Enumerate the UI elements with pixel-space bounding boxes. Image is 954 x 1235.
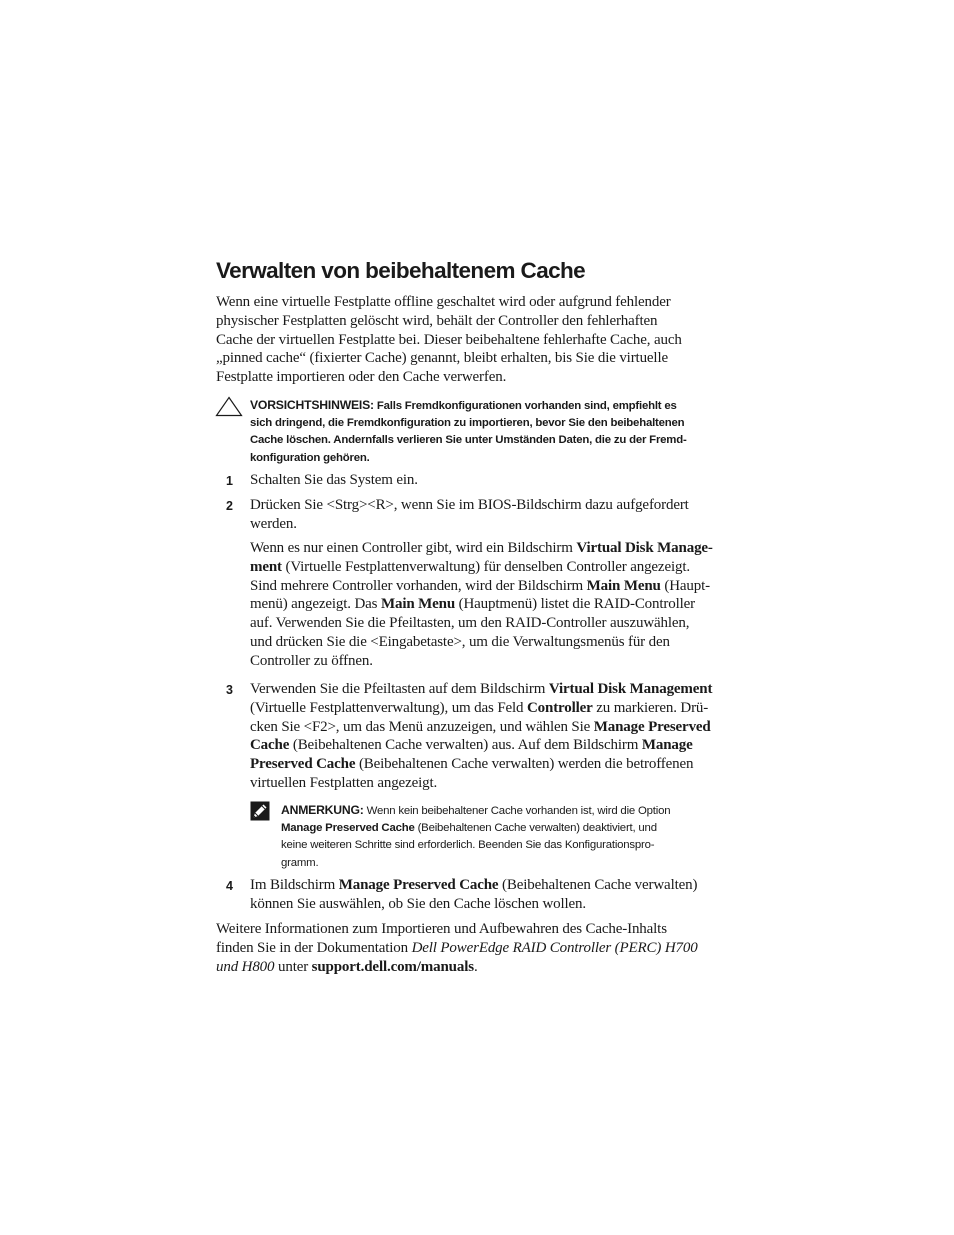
ui-term: Virtual Disk Management [548,681,713,697]
intro-line: „pinned cache“ (fixierter Cache) genannt, bleibt erhalten, bis Sie die virtuelle [216,350,668,367]
step-line [250,736,712,755]
caution-notice [250,397,687,467]
caution-triangle-icon [215,396,243,417]
outro-line [216,958,698,977]
caution-text: Falls Fremdkonfigurationen vorhanden sind, empfiehlt es [376,400,677,412]
ui-term: Manage Preserved Cache [338,877,499,893]
intro-line: Wenn eine virtuelle Festplatte offline geschaltet wird oder aufgrund fehlender [216,294,671,310]
caution-label: VORSICHTSHINWEIS: [250,398,374,412]
outro-line [216,939,698,958]
text-run: (Haupt- [660,577,710,594]
step-line [250,680,712,699]
ui-term: Manage Preserved [593,718,711,735]
caution-line: sich dringend, die Fremdkonfiguration zu importieren, bevor Sie den beibehaltenen [250,417,685,430]
ui-term: Cache [250,737,290,754]
outro-paragraph [216,920,698,976]
note-line [281,820,670,837]
ui-term: Preserved Cache [250,756,356,773]
text-run: (Beibehaltenen Cache verwalten) deaktiviert, und [414,822,657,835]
outro-line: Weitere Informationen zum Importieren und Aufbewahren des Cache-Inhalts [216,921,667,937]
note-line [281,802,670,820]
step-line: können Sie auswählen, ob Sie den Cache löschen wollen. [250,895,586,912]
ui-term: Controller [526,699,593,716]
step-line [250,699,712,718]
step-line [250,755,712,774]
ui-term: Virtual Disk Manage- [576,540,713,556]
text-run: Verwenden Sie die Pfeiltasten auf dem Bildschirm [250,681,549,697]
text-run: Wenn kein beibehaltener Cache vorhanden ist, wird die Option [363,805,671,817]
step-text [250,496,689,534]
step-detail-line: auf. Verwenden Sie die Pfeiltasten, um den RAID-Controller auszuwählen, [250,615,690,632]
caution-line [250,397,687,415]
text-run: (Beibehaltenen Cache verwalten) [498,877,698,893]
ui-term: Manage Preserved Cache [281,822,415,835]
step-line: werden. [250,515,297,532]
step-detail-line [250,595,713,614]
note-pencil-icon [250,801,270,821]
step-detail-line [250,558,713,577]
document-title: und H800 [216,958,275,975]
note-line: gramm. [281,856,319,869]
text-run: (Beibehaltenen Cache verwalten) aus. Auf dem Bildschirm [289,737,642,754]
text-run: unter [274,958,312,975]
text-run: (Virtuelle Festplattenverwaltung), um das Feld [250,699,527,716]
step-detail-line [250,539,713,558]
ui-term: Manage [641,737,693,754]
text-run: (Hauptmenü) listet die RAID-Controller [455,596,695,613]
intro-line: Cache der virtuellen Festplatte bei. Dieser beibehaltene fehlerhafte Cache, auch [216,331,682,348]
step-line: virtuellen Festplatten angezeigt. [250,774,438,791]
document-title: Dell PowerEdge RAID Controller (PERC) H700 [411,939,698,956]
ui-term: Main Menu [380,596,456,613]
step-line: Drücken Sie <Strg><R>, wenn Sie im BIOS-Bildschirm dazu aufgefordert [250,497,689,513]
caution-line: Cache löschen. Andernfalls verlieren Sie unter Umständen Daten, die zu der Fremd- [250,434,687,447]
caution-line: konfiguration gehören. [250,451,370,464]
ui-term: ment [250,558,282,575]
step-number: 3 [226,683,233,697]
note-label: ANMERKUNG: [281,803,364,817]
step-detail-line [250,577,713,596]
text-run: Wenn es nur einen Controller gibt, wird ein Bildschirm [250,540,577,556]
text-run: . [473,958,478,975]
text-run: (Beibehaltenen Cache verwalten) werden die betroffenen [355,756,694,773]
step-number: 1 [226,474,233,488]
manuals-link[interactable]: support.dell.com/manuals [311,958,474,975]
step-detail-paragraph [250,539,713,671]
text-run: Im Bildschirm [250,877,339,893]
step-line: Schalten Sie das System ein. [250,472,418,488]
intro-line: physischer Festplatten gelöscht wird, behält der Controller den fehlerhaften [216,312,658,329]
text-run: cken Sie <F2>, um das Menü anzuzeigen, und wählen Sie [250,718,594,735]
text-run: menü) angezeigt. Das [250,596,381,613]
intro-paragraph [216,293,682,387]
intro-line: Festplatte importieren oder den Cache verwerfen. [216,369,507,386]
step-line [250,876,697,895]
note-line: keine weiteren Schritte sind erforderlich. Beenden Sie das Konfigurationspro- [281,839,655,852]
ui-term: Main Menu [586,577,661,594]
note-block [281,802,670,872]
step-number: 4 [226,879,233,893]
step-number: 2 [226,499,233,513]
step-text [250,680,712,793]
text-run: Sind mehrere Controller vorhanden, wird der Bildschirm [250,577,587,594]
step-detail-line: und drücken Sie die <Eingabetaste>, um die Verwaltungsmenüs für den [250,633,670,650]
section-heading: Verwalten von beibehaltenem Cache [216,258,586,283]
step-line [250,718,712,737]
step-text [250,471,418,490]
step-detail-line: Controller zu öffnen. [250,652,373,669]
text-run: zu markieren. Drü- [592,699,709,716]
text-run: finden Sie in der Dokumentation [216,939,412,956]
text-run: (Virtuelle Festplattenverwaltung) für denselben Controller angezeigt. [281,558,690,575]
step-text [250,876,697,914]
